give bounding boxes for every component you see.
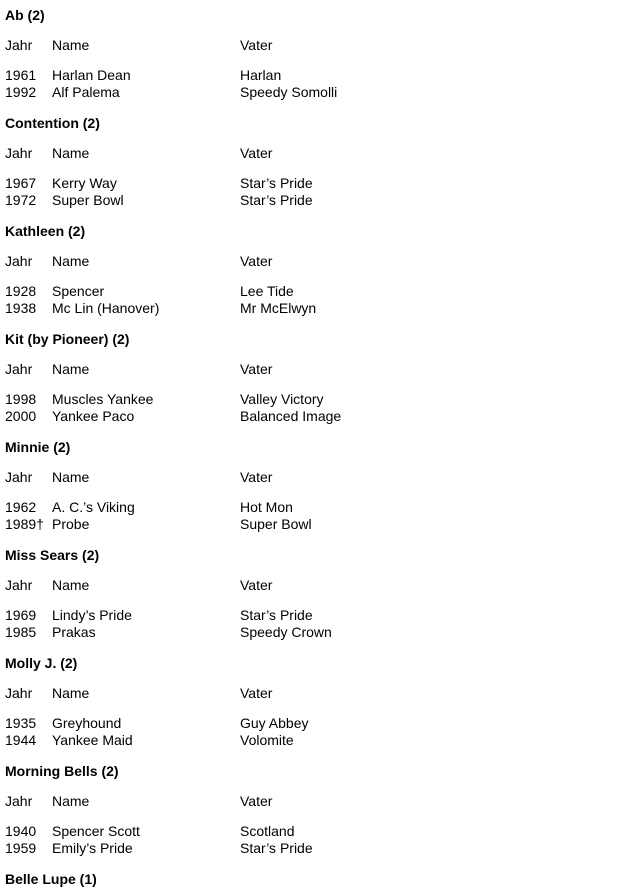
cell-name: A. C.’s Viking xyxy=(52,499,135,515)
cell-name: Yankee Paco xyxy=(52,408,135,424)
header-vater: Vater xyxy=(240,361,273,377)
cell-vater: Speedy Somolli xyxy=(240,84,338,100)
header-jahr: Jahr xyxy=(5,793,33,809)
header-jahr: Jahr xyxy=(5,577,33,593)
cell-vater: Harlan xyxy=(240,67,282,83)
cell-name: Spencer Scott xyxy=(52,823,140,839)
cell-vater: Hot Mon xyxy=(240,499,293,515)
header-vater: Vater xyxy=(240,793,273,809)
header-jahr: Jahr xyxy=(5,469,33,485)
section-miss-sears xyxy=(5,540,605,648)
cell-name: Lindy’s Pride xyxy=(52,607,132,623)
cell-jahr: 1972 xyxy=(5,192,37,208)
cell-vater: Scotland xyxy=(240,823,295,839)
header-name: Name xyxy=(52,577,90,593)
section-contention xyxy=(5,108,605,216)
header-jahr: Jahr xyxy=(5,145,33,161)
section-title: Minnie (2) xyxy=(5,439,71,455)
header-jahr: Jahr xyxy=(5,37,33,53)
section-title: Belle Lupe (1) xyxy=(5,871,97,887)
header-name: Name xyxy=(52,793,90,809)
cell-vater: Balanced Image xyxy=(240,408,342,424)
section-title: Kathleen (2) xyxy=(5,223,86,239)
header-jahr: Jahr xyxy=(5,685,33,701)
cell-vater: Volomite xyxy=(240,732,294,748)
header-vater: Vater xyxy=(240,577,273,593)
header-name: Name xyxy=(52,361,90,377)
section-title: Kit (by Pioneer) (2) xyxy=(5,331,130,347)
cell-vater: Valley Victory xyxy=(240,391,324,407)
cell-name: Kerry Way xyxy=(52,175,117,191)
cell-jahr: 1998 xyxy=(5,391,37,407)
cell-vater: Star’s Pride xyxy=(240,607,313,623)
cell-vater: Star’s Pride xyxy=(240,840,313,856)
cell-jahr: 1962 xyxy=(5,499,37,515)
section-morning-bells xyxy=(5,756,605,864)
section-kit-by-pioneer xyxy=(5,324,605,432)
cell-jahr: 1938 xyxy=(5,300,37,316)
cell-name: Muscles Yankee xyxy=(52,391,154,407)
section-title: Contention (2) xyxy=(5,115,100,131)
section-ab xyxy=(5,0,605,108)
header-name: Name xyxy=(52,685,90,701)
cell-jahr: 1935 xyxy=(5,715,37,731)
header-jahr: Jahr xyxy=(5,253,33,269)
section-title: Miss Sears (2) xyxy=(5,547,100,563)
header-vater: Vater xyxy=(240,685,273,701)
header-name: Name xyxy=(52,469,90,485)
section-title: Morning Bells (2) xyxy=(5,763,119,779)
header-jahr: Jahr xyxy=(5,361,33,377)
cell-name: Mc Lin (Hanover) xyxy=(52,300,160,316)
cell-vater: Star’s Pride xyxy=(240,175,313,191)
header-name: Name xyxy=(52,37,90,53)
cell-name: Harlan Dean xyxy=(52,67,131,83)
cell-name: Greyhound xyxy=(52,715,122,731)
section-molly-j xyxy=(5,648,605,756)
cell-vater: Mr McElwyn xyxy=(240,300,317,316)
cell-name: Prakas xyxy=(52,624,96,640)
header-name: Name xyxy=(52,145,90,161)
cell-name: Emily’s Pride xyxy=(52,840,133,856)
cell-jahr: 1959 xyxy=(5,840,37,856)
section-title: Molly J. (2) xyxy=(5,655,78,671)
cell-jahr: 2000 xyxy=(5,408,37,424)
cell-vater: Guy Abbey xyxy=(240,715,309,731)
section-kathleen xyxy=(5,216,605,324)
cell-jahr: 1944 xyxy=(5,732,37,748)
cell-name: Spencer xyxy=(52,283,105,299)
cell-name: Yankee Maid xyxy=(52,732,133,748)
cell-vater: Lee Tide xyxy=(240,283,294,299)
cell-jahr: 1967 xyxy=(5,175,37,191)
cell-jahr: 1928 xyxy=(5,283,37,299)
cell-jahr: 1985 xyxy=(5,624,37,640)
section-title: Ab (2) xyxy=(5,7,45,23)
header-vater: Vater xyxy=(240,37,273,53)
cell-jahr: 1940 xyxy=(5,823,37,839)
header-vater: Vater xyxy=(240,469,273,485)
cell-jahr: 1961 xyxy=(5,67,37,83)
cell-vater: Super Bowl xyxy=(240,516,312,532)
cell-jahr: 1989† xyxy=(5,516,44,532)
header-vater: Vater xyxy=(240,145,273,161)
cell-name: Alf Palema xyxy=(52,84,120,100)
cell-vater: Speedy Crown xyxy=(240,624,332,640)
section-minnie xyxy=(5,432,605,540)
header-name: Name xyxy=(52,253,90,269)
cell-name: Probe xyxy=(52,516,90,532)
cell-jahr: 1992 xyxy=(5,84,37,100)
cell-vater: Star’s Pride xyxy=(240,192,313,208)
header-vater: Vater xyxy=(240,253,273,269)
cell-name: Super Bowl xyxy=(52,192,124,208)
cell-jahr: 1969 xyxy=(5,607,37,623)
